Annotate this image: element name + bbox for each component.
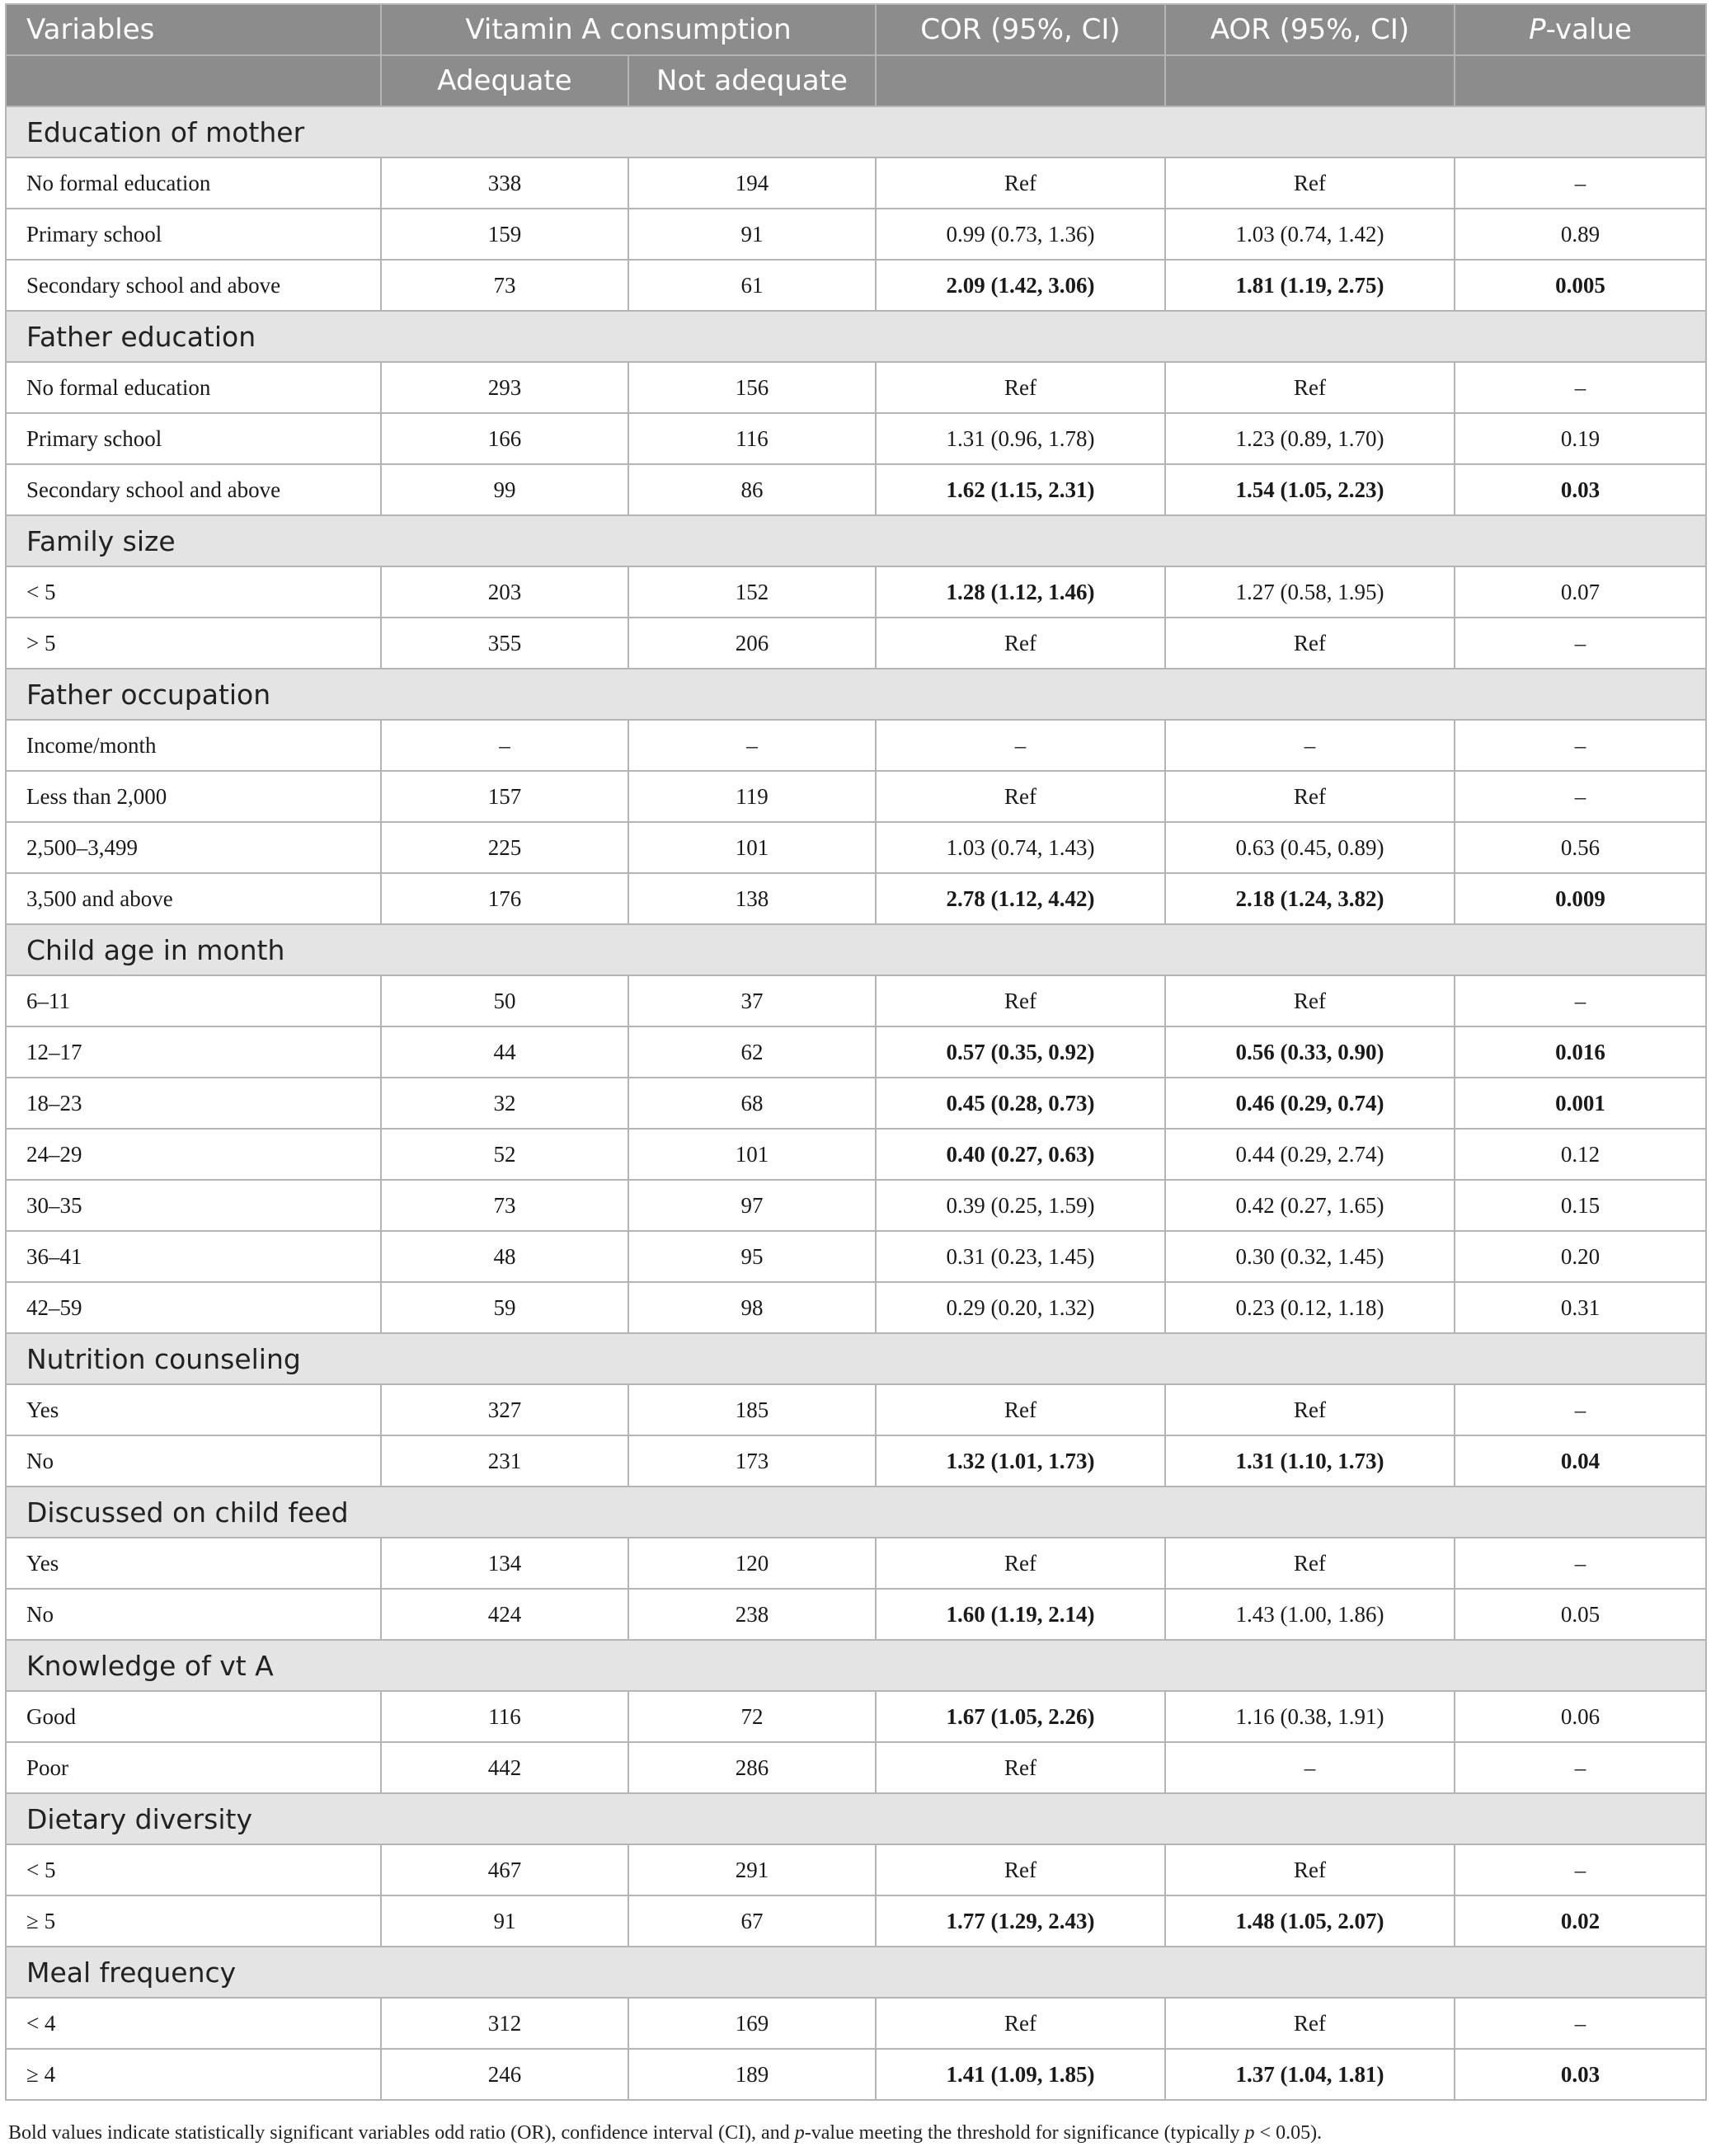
cell-p-value: – [1455,1844,1706,1895]
header-blank [6,55,381,106]
row-label: 3,500 and above [6,873,381,924]
section-title: Meal frequency [6,1947,1706,1998]
cell-not-adequate: – [628,720,876,771]
cell-not-adequate: 101 [628,822,876,873]
row-label: Poor [6,1742,381,1793]
table-row [6,1129,1706,1180]
cell-adequate: 91 [381,1895,628,1947]
cell-aor: 0.42 (0.27, 1.65) [1165,1180,1455,1231]
cell-cor: 0.57 (0.35, 0.92) [876,1026,1165,1078]
cell-cor: 1.32 (1.01, 1.73) [876,1435,1165,1487]
cell-aor: Ref [1165,1538,1455,1589]
table-row [6,822,1706,873]
section-title: Discussed on child feed [6,1487,1706,1538]
cell-cor: 0.40 (0.27, 0.63) [876,1129,1165,1180]
cell-cor: 0.29 (0.20, 1.32) [876,1282,1165,1333]
row-label: 36–41 [6,1231,381,1282]
row-label: < 5 [6,566,381,618]
cell-p-value: 0.20 [1455,1231,1706,1282]
cell-aor: Ref [1165,1384,1455,1435]
cell-p-value: 0.04 [1455,1435,1706,1487]
cell-p-value: 0.03 [1455,2049,1706,2100]
row-label: Primary school [6,209,381,260]
row-label: < 5 [6,1844,381,1895]
cell-p-value: – [1455,720,1706,771]
section-row [6,1640,1706,1691]
cell-cor: 0.31 (0.23, 1.45) [876,1231,1165,1282]
table-row [6,1435,1706,1487]
cell-adequate: 246 [381,2049,628,2100]
cell-not-adequate: 98 [628,1282,876,1333]
row-label: 42–59 [6,1282,381,1333]
cell-not-adequate: 169 [628,1998,876,2049]
table-header [6,4,1706,106]
section-title: Father education [6,311,1706,362]
cell-aor: 1.48 (1.05, 2.07) [1165,1895,1455,1947]
row-label: No formal education [6,362,381,413]
cell-not-adequate: 291 [628,1844,876,1895]
section-row [6,669,1706,720]
cell-aor: Ref [1165,975,1455,1026]
cell-adequate: 50 [381,975,628,1026]
cell-p-value: – [1455,618,1706,669]
cell-p-value: 0.005 [1455,260,1706,311]
table-row [6,1691,1706,1742]
cell-p-value: – [1455,1998,1706,2049]
cell-adequate: 157 [381,771,628,822]
cell-aor: 1.54 (1.05, 2.23) [1165,464,1455,515]
cell-not-adequate: 95 [628,1231,876,1282]
cell-aor: Ref [1165,618,1455,669]
cell-p-value: 0.03 [1455,464,1706,515]
cell-aor: 0.56 (0.33, 0.90) [1165,1026,1455,1078]
cell-not-adequate: 37 [628,975,876,1026]
row-label: 30–35 [6,1180,381,1231]
table-body [6,106,1706,2100]
cell-aor: 1.23 (0.89, 1.70) [1165,413,1455,464]
cell-p-value: – [1455,157,1706,209]
header-adequate: Adequate [381,55,628,106]
cell-not-adequate: 138 [628,873,876,924]
row-label: Secondary school and above [6,260,381,311]
cell-not-adequate: 62 [628,1026,876,1078]
table-row [6,1180,1706,1231]
cell-p-value: 0.12 [1455,1129,1706,1180]
cell-cor: Ref [876,1538,1165,1589]
cell-adequate: 312 [381,1998,628,2049]
cell-not-adequate: 72 [628,1691,876,1742]
cell-aor: 0.44 (0.29, 2.74) [1165,1129,1455,1180]
cell-p-value: – [1455,1742,1706,1793]
row-label: Good [6,1691,381,1742]
table-row [6,209,1706,260]
row-label: Yes [6,1384,381,1435]
cell-p-value: 0.15 [1455,1180,1706,1231]
cell-p-value: 0.016 [1455,1026,1706,1078]
cell-adequate: 59 [381,1282,628,1333]
cell-cor: 0.45 (0.28, 0.73) [876,1078,1165,1129]
cell-not-adequate: 185 [628,1384,876,1435]
header-not-adequate: Not adequate [628,55,876,106]
table-row [6,566,1706,618]
section-row [6,924,1706,975]
cell-adequate: 134 [381,1538,628,1589]
cell-adequate: 327 [381,1384,628,1435]
table-row [6,1538,1706,1589]
cell-adequate: 355 [381,618,628,669]
header-variables: Variables [6,4,381,55]
cell-aor: 1.37 (1.04, 1.81) [1165,2049,1455,2100]
cell-not-adequate: 152 [628,566,876,618]
row-label: 18–23 [6,1078,381,1129]
cell-cor: Ref [876,1742,1165,1793]
cell-not-adequate: 120 [628,1538,876,1589]
cell-cor: 1.28 (1.12, 1.46) [876,566,1165,618]
cell-adequate: – [381,720,628,771]
section-row [6,1947,1706,1998]
cell-cor: 1.67 (1.05, 2.26) [876,1691,1165,1742]
cell-adequate: 32 [381,1078,628,1129]
section-row [6,106,1706,157]
cell-adequate: 44 [381,1026,628,1078]
cell-p-value: – [1455,1538,1706,1589]
cell-not-adequate: 86 [628,464,876,515]
header-blank [876,55,1165,106]
table-row [6,1282,1706,1333]
results-table [5,3,1707,2101]
table-row [6,771,1706,822]
cell-not-adequate: 101 [628,1129,876,1180]
cell-cor: 0.39 (0.25, 1.59) [876,1180,1165,1231]
cell-p-value: 0.31 [1455,1282,1706,1333]
cell-cor: 0.99 (0.73, 1.36) [876,209,1165,260]
cell-adequate: 467 [381,1844,628,1895]
row-label: 6–11 [6,975,381,1026]
table-row [6,975,1706,1026]
section-title: Education of mother [6,106,1706,157]
cell-aor: Ref [1165,1844,1455,1895]
cell-cor: 2.09 (1.42, 3.06) [876,260,1165,311]
row-label: ≥ 5 [6,1895,381,1947]
cell-p-value: 0.06 [1455,1691,1706,1742]
cell-cor: 1.41 (1.09, 1.85) [876,2049,1165,2100]
cell-cor: 1.62 (1.15, 2.31) [876,464,1165,515]
header-blank [1455,55,1706,106]
cell-aor: 1.43 (1.00, 1.86) [1165,1589,1455,1640]
header-cor: COR (95%, CI) [876,4,1165,55]
cell-adequate: 99 [381,464,628,515]
cell-p-value: – [1455,362,1706,413]
cell-p-value: 0.009 [1455,873,1706,924]
header-p-value: P-value [1455,4,1706,55]
cell-aor: – [1165,1742,1455,1793]
row-label: Primary school [6,413,381,464]
header-aor: AOR (95%, CI) [1165,4,1455,55]
cell-p-value: 0.02 [1455,1895,1706,1947]
row-label: ≥ 4 [6,2049,381,2100]
cell-cor: 1.60 (1.19, 2.14) [876,1589,1165,1640]
section-row [6,515,1706,566]
table-row [6,1589,1706,1640]
cell-adequate: 338 [381,157,628,209]
cell-aor: 0.23 (0.12, 1.18) [1165,1282,1455,1333]
cell-not-adequate: 67 [628,1895,876,1947]
cell-cor: Ref [876,1844,1165,1895]
section-title: Nutrition counseling [6,1333,1706,1384]
cell-aor: Ref [1165,157,1455,209]
table-row [6,413,1706,464]
cell-not-adequate: 97 [628,1180,876,1231]
row-label: Income/month [6,720,381,771]
table-footnote: Bold values indicate statistically significant variables odd ratio (OR), confidence interval (CI), and p-value meeting the threshold for significance (typically p < 0.05). [8,2122,1323,2144]
header-blank [1165,55,1455,106]
cell-p-value: 0.07 [1455,566,1706,618]
cell-not-adequate: 91 [628,209,876,260]
cell-aor: 0.30 (0.32, 1.45) [1165,1231,1455,1282]
cell-not-adequate: 68 [628,1078,876,1129]
table-row [6,1895,1706,1947]
cell-adequate: 231 [381,1435,628,1487]
table-row [6,1742,1706,1793]
cell-not-adequate: 61 [628,260,876,311]
cell-adequate: 73 [381,260,628,311]
cell-aor: Ref [1165,771,1455,822]
section-title: Family size [6,515,1706,566]
cell-aor: 0.46 (0.29, 0.74) [1165,1078,1455,1129]
cell-adequate: 203 [381,566,628,618]
cell-not-adequate: 189 [628,2049,876,2100]
table-row [6,1078,1706,1129]
cell-aor: 1.03 (0.74, 1.42) [1165,209,1455,260]
cell-adequate: 424 [381,1589,628,1640]
row-label: Secondary school and above [6,464,381,515]
cell-adequate: 73 [381,1180,628,1231]
cell-not-adequate: 194 [628,157,876,209]
table-row [6,464,1706,515]
row-label: No [6,1589,381,1640]
row-label: 12–17 [6,1026,381,1078]
table-row [6,720,1706,771]
cell-p-value: 0.05 [1455,1589,1706,1640]
table-row [6,618,1706,669]
cell-adequate: 116 [381,1691,628,1742]
row-label: < 4 [6,1998,381,2049]
cell-not-adequate: 119 [628,771,876,822]
cell-cor: Ref [876,157,1165,209]
section-row [6,311,1706,362]
header-vitamin-a: Vitamin A consumption [381,4,876,55]
section-row [6,1333,1706,1384]
cell-cor: Ref [876,1998,1165,2049]
cell-aor: 1.31 (1.10, 1.73) [1165,1435,1455,1487]
cell-aor: Ref [1165,362,1455,413]
cell-aor: – [1165,720,1455,771]
row-label: 2,500–3,499 [6,822,381,873]
section-row [6,1793,1706,1844]
table-row [6,873,1706,924]
cell-aor: 0.63 (0.45, 0.89) [1165,822,1455,873]
row-label: No formal education [6,157,381,209]
cell-cor: 2.78 (1.12, 4.42) [876,873,1165,924]
cell-cor: Ref [876,362,1165,413]
cell-cor: Ref [876,618,1165,669]
cell-aor: 1.27 (0.58, 1.95) [1165,566,1455,618]
cell-aor: 1.16 (0.38, 1.91) [1165,1691,1455,1742]
cell-adequate: 166 [381,413,628,464]
cell-p-value: – [1455,771,1706,822]
cell-adequate: 176 [381,873,628,924]
cell-aor: 1.81 (1.19, 2.75) [1165,260,1455,311]
cell-cor: Ref [876,975,1165,1026]
cell-not-adequate: 116 [628,413,876,464]
cell-adequate: 293 [381,362,628,413]
cell-adequate: 442 [381,1742,628,1793]
cell-cor: 1.31 (0.96, 1.78) [876,413,1165,464]
row-label: No [6,1435,381,1487]
cell-p-value: – [1455,1384,1706,1435]
cell-adequate: 225 [381,822,628,873]
cell-adequate: 48 [381,1231,628,1282]
cell-cor: Ref [876,1384,1165,1435]
cell-not-adequate: 206 [628,618,876,669]
cell-aor: Ref [1165,1998,1455,2049]
cell-not-adequate: 173 [628,1435,876,1487]
cell-aor: 2.18 (1.24, 3.82) [1165,873,1455,924]
cell-p-value: 0.19 [1455,413,1706,464]
row-label: 24–29 [6,1129,381,1180]
cell-p-value: 0.001 [1455,1078,1706,1129]
table-row [6,1026,1706,1078]
cell-cor: 1.77 (1.29, 2.43) [876,1895,1165,1947]
row-label: Less than 2,000 [6,771,381,822]
section-title: Child age in month [6,924,1706,975]
table-row [6,1384,1706,1435]
row-label: Yes [6,1538,381,1589]
table-row [6,1998,1706,2049]
cell-adequate: 159 [381,209,628,260]
table-row [6,362,1706,413]
cell-cor: 1.03 (0.74, 1.43) [876,822,1165,873]
cell-p-value: 0.89 [1455,209,1706,260]
cell-cor: Ref [876,771,1165,822]
table-row [6,1844,1706,1895]
table-row [6,260,1706,311]
table-row [6,1231,1706,1282]
table-row [6,2049,1706,2100]
cell-not-adequate: 156 [628,362,876,413]
cell-p-value: 0.56 [1455,822,1706,873]
section-row [6,1487,1706,1538]
cell-not-adequate: 286 [628,1742,876,1793]
cell-adequate: 52 [381,1129,628,1180]
cell-cor: – [876,720,1165,771]
row-label: > 5 [6,618,381,669]
section-title: Dietary diversity [6,1793,1706,1844]
results-table-container [5,3,1705,2101]
section-title: Knowledge of vt A [6,1640,1706,1691]
cell-p-value: – [1455,975,1706,1026]
table-row [6,157,1706,209]
cell-not-adequate: 238 [628,1589,876,1640]
section-title: Father occupation [6,669,1706,720]
